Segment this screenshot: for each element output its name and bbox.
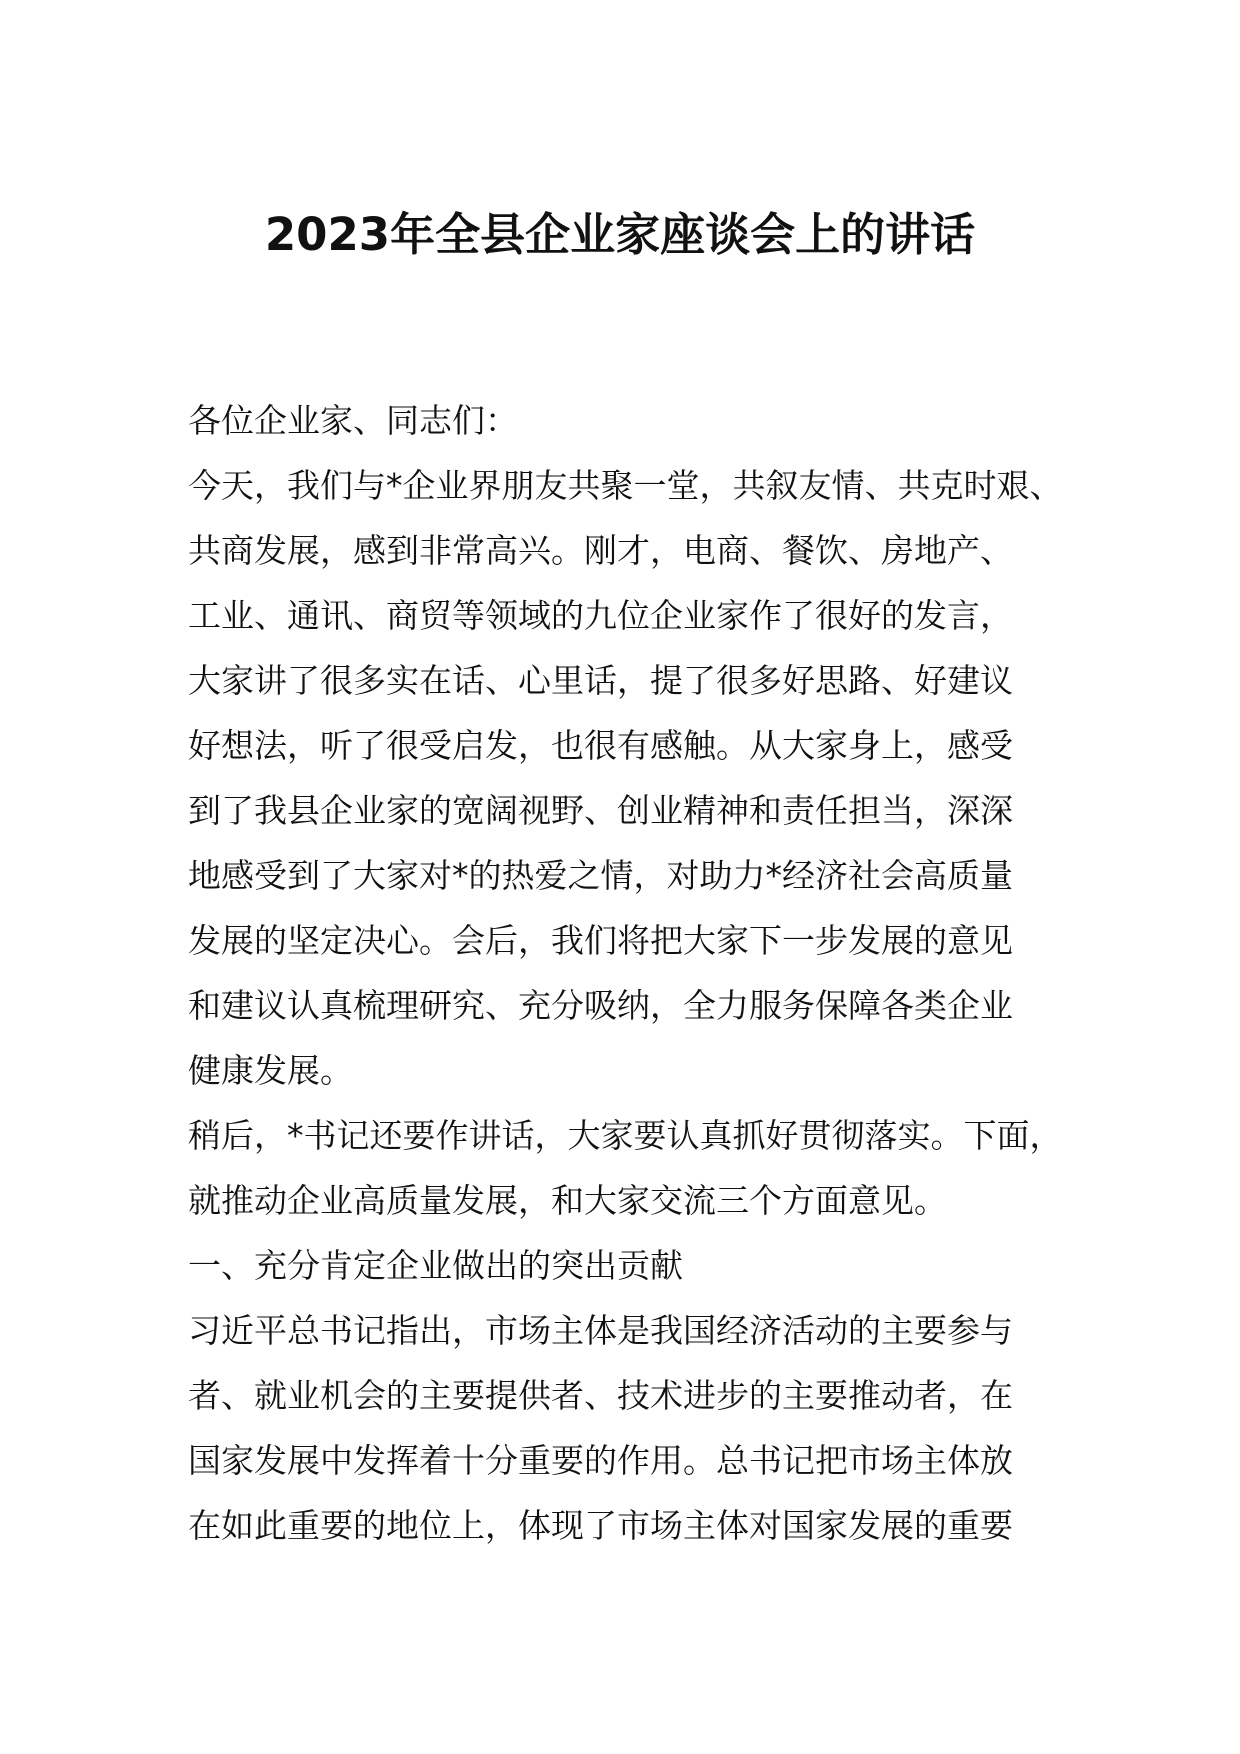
text-line: 工业、通讯、商贸等领域的九位企业家作了很好的发言， xyxy=(188,596,1013,635)
text-line: 国家发展中发挥着十分重要的作用。总书记把市场主体放 xyxy=(188,1441,1013,1480)
text-line: 者、就业机会的主要提供者、技术进步的主要推动者，在 xyxy=(188,1376,1013,1415)
document-title: 2023年全县企业家座谈会上的讲话 xyxy=(264,208,976,261)
text-line: 好想法，听了很受启发，也很有感触。从大家身上，感受 xyxy=(188,726,1013,765)
text-line: 在如此重要的地位上，体现了市场主体对国家发展的重要 xyxy=(188,1506,1013,1545)
text-line: 到了我县企业家的宽阔视野、创业精神和责任担当，深深 xyxy=(188,791,1013,830)
text-line: 地感受到了大家对*的热爱之情，对助力*经济社会高质量 xyxy=(188,856,1013,895)
text-line: 健康发展。 xyxy=(188,1051,353,1090)
section-heading: 一、充分肯定企业做出的突出贡献 xyxy=(188,1246,683,1285)
text-line: 稍后，*书记还要作讲话，大家要认真抓好贯彻落实。下面， xyxy=(188,1116,1063,1155)
text-line: 就推动企业高质量发展，和大家交流三个方面意见。 xyxy=(188,1181,947,1220)
text-line: 今天，我们与*企业界朋友共聚一堂，共叙友情、共克时艰、 xyxy=(188,466,1063,505)
text-line: 和建议认真梳理研究、充分吸纳，全力服务保障各类企业 xyxy=(188,986,1013,1025)
document-body xyxy=(188,388,1088,1558)
text-line: 发展的坚定决心。会后，我们将把大家下一步发展的意见 xyxy=(188,921,1013,960)
text-line: 共商发展，感到非常高兴。刚才，电商、餐饮、房地产、 xyxy=(188,531,1013,570)
text-line: 习近平总书记指出，市场主体是我国经济活动的主要参与 xyxy=(188,1311,1013,1350)
text-line: 各位企业家、同志们： xyxy=(188,401,518,440)
text-line: 大家讲了很多实在话、心里话，提了很多好思路、好建议 xyxy=(188,661,1013,700)
